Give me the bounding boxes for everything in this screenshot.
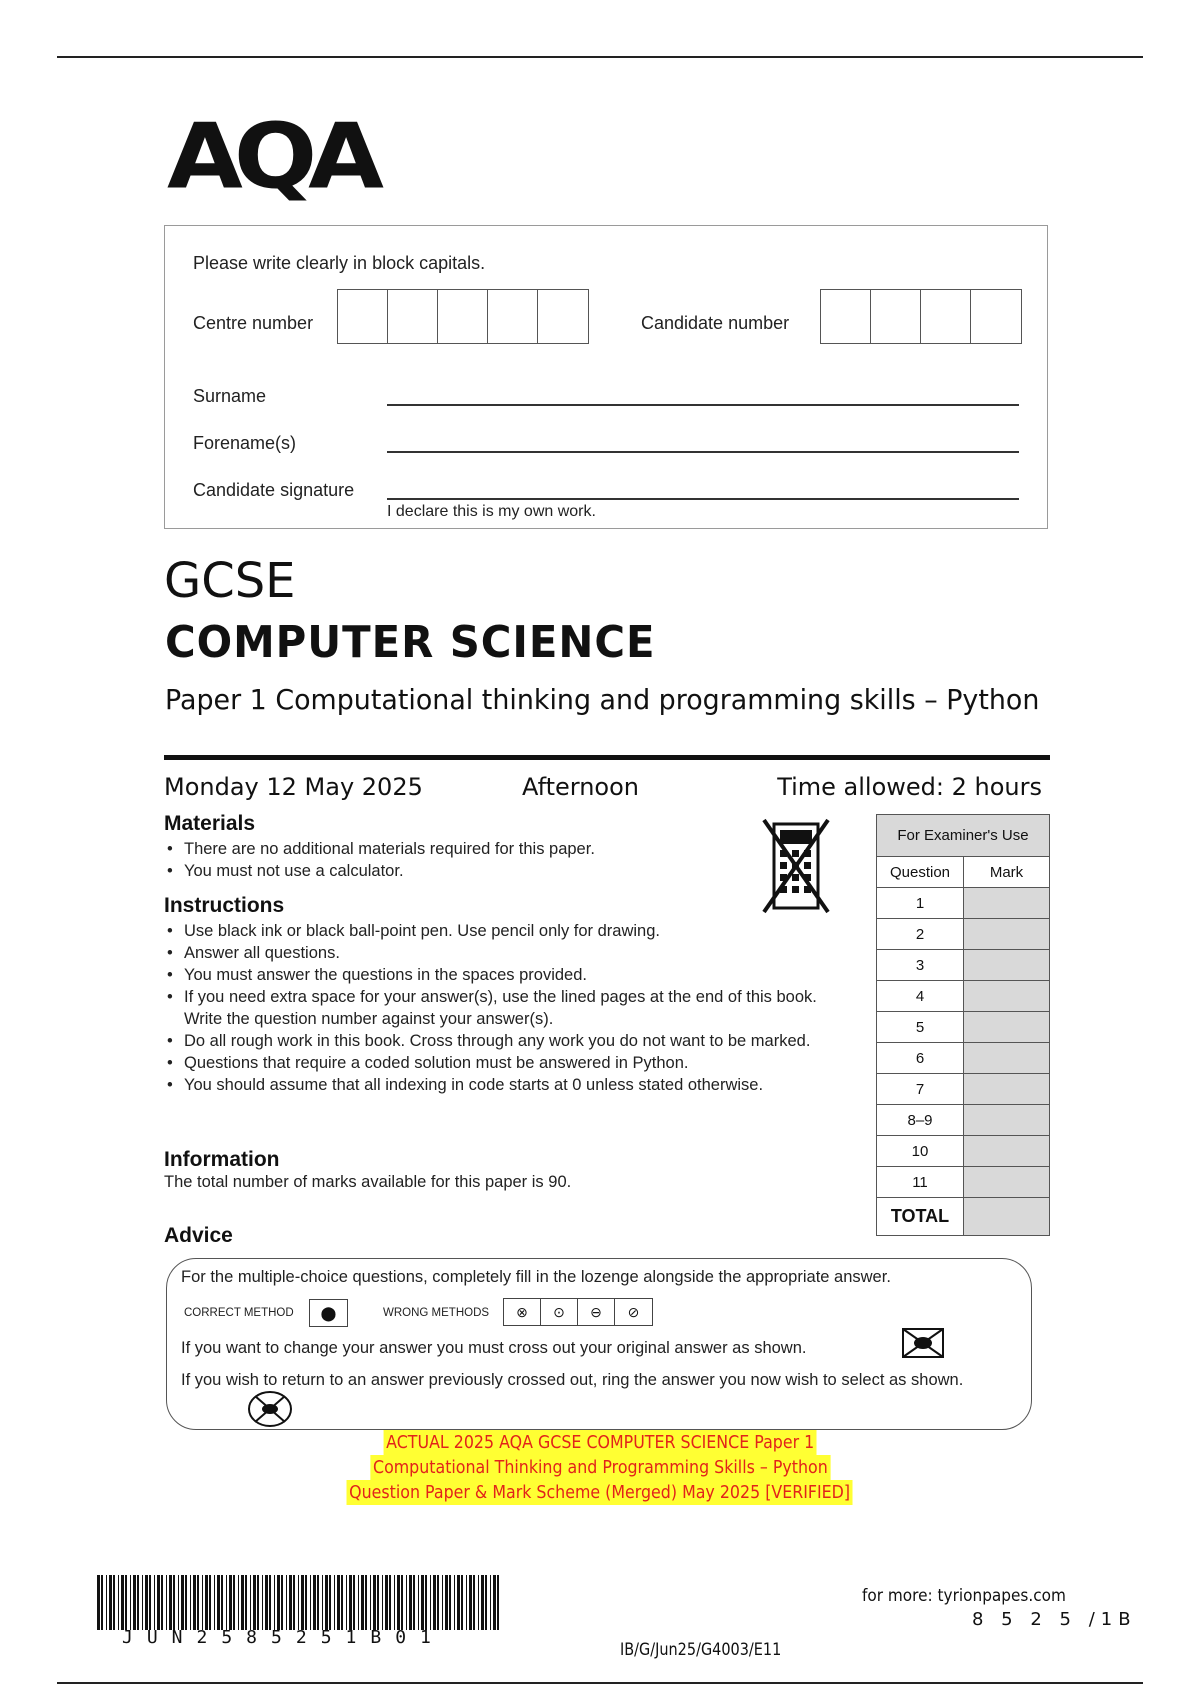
surname-field[interactable] xyxy=(387,404,1019,406)
centre-number-field[interactable] xyxy=(337,289,589,344)
dotted-lozenge-icon: ⊙ xyxy=(541,1299,578,1325)
highlighted-notice xyxy=(0,1430,1200,1505)
declaration-text: I declare this is my own work. xyxy=(387,503,596,520)
highlight-line: ACTUAL 2025 AQA GCSE COMPUTER SCIENCE Paper 1 xyxy=(383,1430,816,1455)
instruction-item: • Questions that require a coded solution must be answered in Python. xyxy=(164,1052,824,1074)
barcode xyxy=(97,1575,507,1630)
no-calculator-icon xyxy=(760,816,832,916)
exam-date: Monday 12 May 2025 xyxy=(164,773,423,801)
question-number: 5 xyxy=(877,1012,964,1043)
advice-line-3: If you wish to return to an answer previously crossed out, ring the answer you now wish to select as shown. xyxy=(181,1371,964,1389)
question-number: 7 xyxy=(877,1074,964,1105)
mark-cell xyxy=(964,981,1050,1012)
question-number: 1 xyxy=(877,888,964,919)
advice-line-2: If you want to change your answer you must cross out your original answer as shown. xyxy=(181,1339,807,1357)
question-number: 2 xyxy=(877,919,964,950)
materials-item: • There are no additional materials required for this paper. xyxy=(164,838,744,860)
footer-paper-ref: 8 5 2 5 /1B xyxy=(972,1609,1137,1630)
information-heading: Information xyxy=(164,1148,280,1171)
total-mark-cell xyxy=(964,1198,1050,1236)
crossed-lozenge-icon: ⊗ xyxy=(504,1299,541,1325)
question-number: 10 xyxy=(877,1136,964,1167)
mark-cell xyxy=(964,888,1050,919)
materials-heading: Materials xyxy=(164,812,256,835)
advice-box xyxy=(166,1258,1032,1430)
correct-method-example xyxy=(309,1299,348,1327)
wrong-methods-example xyxy=(503,1298,653,1326)
mark-cell xyxy=(964,1105,1050,1136)
question-number: 4 xyxy=(877,981,964,1012)
bottom-rule xyxy=(57,1682,1143,1684)
question-number: 11 xyxy=(877,1167,964,1198)
information-text: The total number of marks available for this paper is 90. xyxy=(164,1173,572,1191)
top-rule xyxy=(57,56,1143,58)
mark-column-header: Mark xyxy=(964,857,1050,888)
qualification-title: GCSE xyxy=(164,553,296,609)
exam-session: Afternoon xyxy=(522,773,639,801)
wrong-methods-label: WRONG METHODS xyxy=(383,1307,490,1319)
footer-code: IB/G/Jun25/G4003/E11 xyxy=(620,1640,782,1660)
mark-cell xyxy=(964,1074,1050,1105)
correct-method-label: CORRECT METHOD xyxy=(184,1307,294,1319)
candidate-details-box xyxy=(164,225,1048,529)
question-number: 3 xyxy=(877,950,964,981)
instructions-heading: Instructions xyxy=(164,894,285,917)
subject-title: COMPUTER SCIENCE xyxy=(165,617,656,668)
signature-label: Candidate signature xyxy=(193,480,355,500)
title-rule xyxy=(164,755,1050,760)
footer-more-link[interactable]: for more: tyrionpapes.com xyxy=(862,1586,1066,1606)
centre-number-label: Centre number xyxy=(193,313,314,333)
forenames-label: Forename(s) xyxy=(193,433,297,453)
aqa-logo: AQA xyxy=(167,104,375,210)
crossed-out-lozenge-icon xyxy=(901,1327,945,1359)
barcode-text: JUN2585251B01 xyxy=(122,1627,445,1648)
paper-title: Paper 1 Computational thinking and programming skills – Python xyxy=(165,683,1040,716)
mark-cell xyxy=(964,1167,1050,1198)
highlight-line: Computational Thinking and Programming Skills – Python xyxy=(370,1455,830,1480)
advice-heading: Advice xyxy=(164,1224,233,1247)
candidate-number-field[interactable] xyxy=(820,289,1022,344)
ringed-lozenge-icon xyxy=(247,1389,293,1429)
instruction-item: • Do all rough work in this book. Cross through any work you do not want to be marked. xyxy=(164,1030,824,1052)
total-label: TOTAL xyxy=(877,1198,964,1236)
mark-cell xyxy=(964,1043,1050,1074)
mark-cell xyxy=(964,1136,1050,1167)
surname-label: Surname xyxy=(193,386,267,406)
instruction-item: • You should assume that all indexing in code starts at 0 unless stated otherwise. xyxy=(164,1074,824,1096)
forenames-field[interactable] xyxy=(387,451,1019,453)
mark-cell xyxy=(964,1012,1050,1043)
instruction-item: • If you need extra space for your answer(s), use the lined pages at the end of this book. Write the question number against your answer(s). xyxy=(164,986,824,1030)
candidate-number-label: Candidate number xyxy=(641,313,790,333)
ticked-lozenge-icon: ⊘ xyxy=(627,1303,640,1320)
question-number: 6 xyxy=(877,1043,964,1074)
instructions-list xyxy=(164,920,824,1096)
examiner-table-title: For Examiner's Use xyxy=(877,815,1050,857)
time-allowed: Time allowed: 2 hours xyxy=(777,773,1042,801)
materials-item: • You must not use a calculator. xyxy=(164,860,744,882)
instruction-item: • Answer all questions. xyxy=(164,942,824,964)
scribbled-lozenge-icon: ⊖ xyxy=(578,1299,615,1325)
question-number: 8–9 xyxy=(877,1105,964,1136)
mark-cell xyxy=(964,950,1050,981)
instruction-item: • You must answer the questions in the spaces provided. xyxy=(164,964,824,986)
question-column-header: Question xyxy=(877,857,964,888)
examiner-use-table xyxy=(876,814,1050,1236)
mark-cell xyxy=(964,919,1050,950)
materials-list xyxy=(164,838,744,882)
highlight-line: Question Paper & Mark Scheme (Merged) May 2025 [VERIFIED] xyxy=(347,1480,853,1505)
block-capitals-instruction: Please write clearly in block capitals. xyxy=(193,253,486,273)
instruction-item: • Use black ink or black ball-point pen. Use pencil only for drawing. xyxy=(164,920,824,942)
filled-lozenge-icon: ⬤ xyxy=(320,1304,337,1321)
signature-field[interactable] xyxy=(387,498,1019,500)
advice-line-1: For the multiple-choice questions, completely fill in the lozenge alongside the appropriate answer. xyxy=(181,1268,891,1286)
